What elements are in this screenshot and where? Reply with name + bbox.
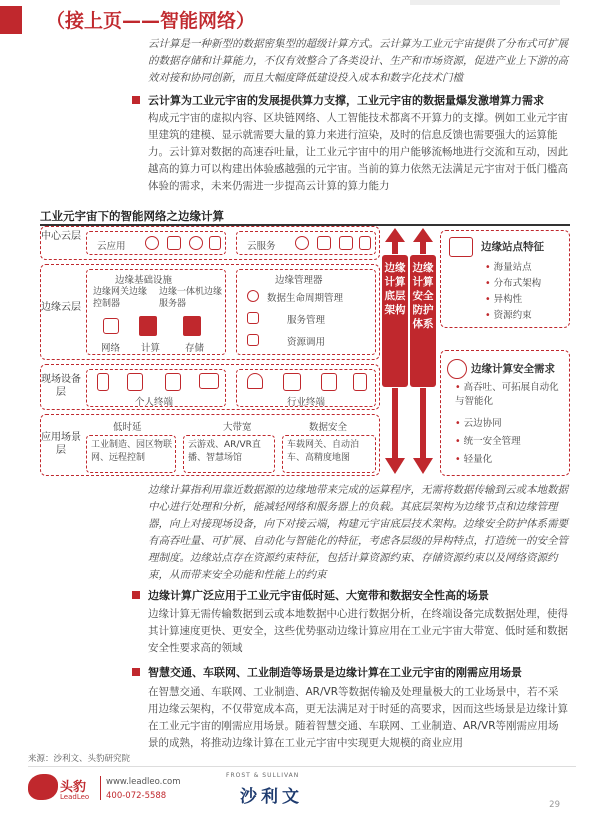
layer-field-device — [40, 364, 380, 410]
shield-icon — [447, 359, 467, 379]
layer-label-app-scene: 应用场景层 — [41, 432, 81, 456]
site-feature-title: 边缘站点特征 — [481, 241, 544, 253]
app-cell-latency-text: 工业制造、园区物联网、远程控制 — [91, 440, 173, 463]
column-edge-security-text: 边缘计算安全防护体系 — [412, 262, 434, 330]
edge-infra-label: 边缘基础设施 — [115, 275, 173, 286]
security-item-1: • 高吞吐、可拓展自动化与智能化 — [455, 381, 567, 409]
site-feature-3: • 异构性 — [485, 291, 522, 305]
app-col-bandwidth: 大带宽 — [223, 422, 252, 433]
paragraph-2: 边缘计算指利用靠近数据源的边缘地带来完成的运算程序，无需将数据传输到云或本地数据中心进行处理和分析，能减轻网络和服务器上的负载。其底层架构为边缘节点和边缘管理器，向上对接现场设备，向下对接云端，构建元宇宙底层技术架构。边缘安全防护体系需要有高吞吐量、可扩展、自动化与智能化的特征，考虑各层级的异构特点，打造统一的安全管理制度。边缘站点存在资源约束特征，包括计算资源约束、存储资源约束以及网络资源约束，从而带来安全功能和性能上的约束 — [148, 484, 568, 581]
network-label: 网络 — [101, 343, 121, 354]
phone-icon — [97, 373, 109, 391]
arrow-up-icon — [385, 228, 405, 242]
security-item-2: • 云边协同 — [455, 415, 502, 429]
paragraph-1: 构成元宇宙的虚拟内容、区块链网络、人工智能技术都离不开算力的支撑。例如工业元宇宙里建筑的建模、显示就需要大量的算力来进行渲染，及时的信息反馈也需要强大的运算能力。云计算对数据的高速吞吐量，让工业元宇宙中的用户能够流畅地进行交流和互动，因此越高的算力可以构建出体验感越强的元宇宙。当前的算力依然无法满足元宇宙对于低门槛高体验的需求，未来仍需进一步提高云计算的算力能力 — [148, 112, 568, 192]
app-cell-bandwidth-text: 云游戏、AR/VR直播、智慧场馆 — [188, 440, 261, 463]
cloud-app-label: 云应用 — [97, 241, 126, 252]
upload-cloud-icon — [295, 236, 309, 250]
bullet-2: 边缘计算广泛应用于工业元宇宙低时延、大宽带和数据安全性高的场景 — [132, 588, 572, 604]
cloud-app-box — [86, 231, 226, 255]
resource-label: 资源调用 — [287, 337, 326, 348]
intro-text: 云计算是一种新型的数据密集型的超级计算方式。云计算为工业元宇宙提供了分布式可扩展的数据存储和计算能力，不仅有效整合了各类设计、生产和市场资源，促进产业上下游的高效对接和协同创新，而且大幅度降低建设投入成本和数字化技术门槛 — [148, 38, 568, 84]
leadleo-logo-icon — [28, 774, 58, 800]
column-edge-architecture-text: 边缘计算底层架构 — [384, 262, 406, 316]
app-cell-bandwidth — [183, 435, 275, 473]
scale-icon — [317, 236, 331, 250]
personal-terminal-box — [86, 369, 226, 407]
partner-cn: 沙利文 — [240, 787, 303, 807]
tablet-icon — [127, 373, 143, 391]
arrow-down-icon-2 — [413, 458, 433, 474]
monitor-icon — [199, 373, 219, 389]
storage-label: 存储 — [185, 343, 205, 354]
header-right-strip — [410, 0, 560, 5]
site-feature-1: • 海量站点 — [485, 259, 532, 273]
page-number: 29 — [549, 800, 560, 810]
layer-label-field-device: 现场设备层 — [41, 374, 81, 398]
security-title: 边缘计算安全需求 — [471, 363, 555, 375]
leadleo-logo-en: LeadLeo — [60, 793, 90, 801]
bullet-1: 云计算为工业元宇宙的发展提供算力支撑，工业元宇宙的数据量爆发激增算力需求 — [132, 93, 572, 109]
industry-terminal-box — [236, 369, 376, 407]
arrow-down-stem — [392, 388, 398, 458]
robot-arm-icon — [283, 373, 301, 391]
figure-title: 工业元宇宙下的智能网络之边缘计算 — [40, 209, 224, 223]
lifecycle-icon — [247, 290, 259, 302]
grid-icon — [167, 236, 181, 250]
app-col-latency: 低时延 — [113, 422, 142, 433]
edge-infra-box — [86, 269, 226, 355]
site-feature-4: • 资源约束 — [485, 307, 532, 321]
bullet-square-icon — [132, 591, 140, 599]
app-cell-security-text: 车载网关、自动泊车、高精度地图 — [287, 440, 360, 463]
leadleo-logo-text: 头豹 — [60, 780, 87, 795]
arrow-up-stem — [392, 242, 398, 254]
cloud-icon — [145, 236, 159, 250]
arrow-down-stem-2 — [420, 388, 426, 458]
bullet-square-icon — [132, 668, 140, 676]
watch-icon — [165, 373, 181, 391]
industry-terminal-label: 行业终端 — [287, 397, 326, 408]
column-arrows — [380, 226, 440, 476]
edge-server-label: 边缘一体机边缘服务器 — [159, 287, 223, 309]
edge-manager-box — [236, 269, 376, 355]
source-note: 来源：沙利文、头豹研究院 — [28, 754, 131, 764]
site-feature-2: • 分布式架构 — [485, 275, 541, 289]
alarm-light-icon — [247, 373, 263, 389]
security-item-4: • 轻量化 — [455, 451, 492, 465]
cloud-service-label: 云服务 — [247, 241, 276, 252]
sliders-icon — [247, 334, 259, 346]
crane-icon — [321, 373, 337, 391]
paragraph-4: 在智慧交通、车联网、工业制造、AR/VR等数据传输及处理量极大的工业场景中，若不采用边缘云架构，不仅带宽成本高，更无法满足对于时延的高要求，因而这些场景是边缘计算在工业元宇宙的刚需应用场景。随着智慧交通、车联网、工业制造、AR/VR等刚需应用场景的成熟，将推动边缘计算在工业元宇宙中实现更大规模的商业应用 — [148, 686, 568, 749]
lifecycle-label: 数据生命周期管理 — [267, 293, 344, 304]
document-icon — [339, 236, 353, 250]
layer-label-edge-cloud: 边缘云层 — [41, 302, 81, 313]
compute-icon — [139, 316, 157, 336]
site-icon — [449, 237, 473, 257]
network-icon — [103, 318, 119, 334]
tool-icon — [353, 373, 367, 391]
server-icon — [189, 236, 203, 250]
phone-number: 400-072-5588 — [106, 791, 167, 801]
lock-icon — [359, 236, 371, 250]
bullet-square-icon — [132, 96, 140, 104]
app-cell-latency — [86, 435, 176, 473]
app-cell-security — [282, 435, 376, 473]
layer-center-cloud — [40, 226, 380, 260]
footer-divider — [100, 776, 101, 800]
security-need-box — [440, 350, 570, 476]
arrow-up-stem-2 — [420, 242, 426, 254]
service-mgmt-label: 服务管理 — [287, 315, 326, 326]
arrow-down-icon — [385, 458, 405, 474]
header-accent-bar — [0, 6, 22, 34]
website-link[interactable]: www.leadleo.com — [106, 777, 181, 787]
bullet-3: 智慧交通、车联网、工业制造等场景是边缘计算在工业元宇宙的刚需应用场景 — [132, 665, 572, 681]
page-title: （接上页——智能网络） — [46, 10, 256, 32]
footer-rule — [28, 766, 576, 767]
file-icon — [209, 236, 221, 250]
edge-gateway-label: 边缘网关边缘控制器 — [93, 287, 148, 309]
arrow-up-icon-2 — [413, 228, 433, 242]
layer-label-center-cloud: 中心云层 — [41, 231, 81, 242]
cloud-service-box — [236, 231, 376, 255]
partner-en: FROST & SULLIVAN — [226, 772, 300, 779]
site-feature-box — [440, 230, 570, 328]
edge-manager-label: 边缘管理器 — [275, 275, 323, 286]
layer-edge-cloud — [40, 264, 380, 360]
service-icon — [247, 312, 259, 324]
security-item-3: • 统一安全管理 — [455, 433, 521, 447]
app-col-security: 数据安全 — [309, 422, 348, 433]
personal-terminal-label: 个人终端 — [135, 397, 174, 408]
layer-app-scene — [40, 414, 380, 476]
storage-icon — [183, 316, 201, 336]
compute-label: 计算 — [141, 343, 161, 354]
paragraph-3: 边缘计算无需传输数据到云或本地数据中心进行数据分析，在终端设备完成数据处理，使得其计算速度更快、更安全，这些优势驱动边缘计算应用在工业元宇宙大带宽、低时延和数据安全性要求高的领域 — [148, 608, 568, 654]
